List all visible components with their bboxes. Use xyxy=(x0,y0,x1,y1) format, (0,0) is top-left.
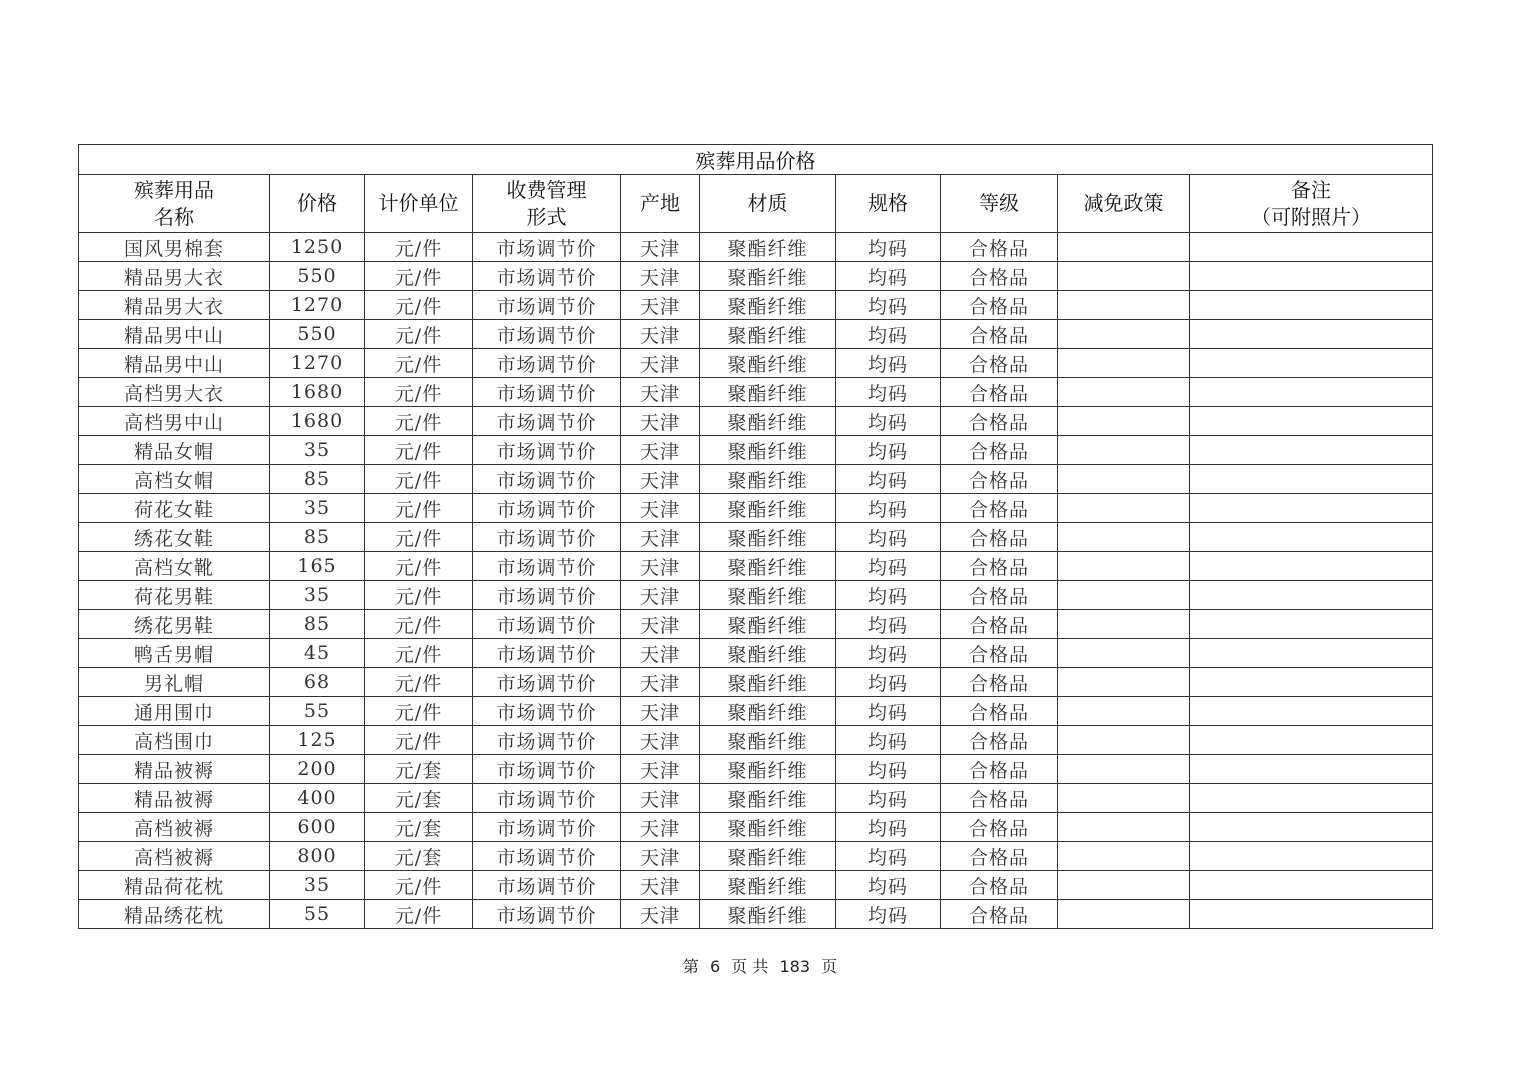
table-cell: 天津 xyxy=(621,262,700,291)
table-cell: 合格品 xyxy=(941,639,1058,668)
table-cell: 125 xyxy=(270,726,365,755)
table-cell: 聚酯纤维 xyxy=(700,436,836,465)
table-cell: 市场调节价 xyxy=(473,813,621,842)
table-cell: 元/件 xyxy=(365,610,473,639)
table-cell: 聚酯纤维 xyxy=(700,813,836,842)
table-cell: 聚酯纤维 xyxy=(700,465,836,494)
table-cell: 市场调节价 xyxy=(473,639,621,668)
table-cell xyxy=(1190,813,1433,842)
table-cell: 合格品 xyxy=(941,871,1058,900)
table-cell: 合格品 xyxy=(941,233,1058,262)
table-cell: 元/件 xyxy=(365,639,473,668)
table-cell: 聚酯纤维 xyxy=(700,726,836,755)
table-cell: 聚酯纤维 xyxy=(700,639,836,668)
table-cell xyxy=(1190,378,1433,407)
table-cell xyxy=(1190,465,1433,494)
table-cell xyxy=(1190,900,1433,929)
table-cell: 精品被褥 xyxy=(79,784,270,813)
table-cell: 天津 xyxy=(621,668,700,697)
table-cell: 1270 xyxy=(270,349,365,378)
table-cell xyxy=(1058,291,1190,320)
table-cell: 市场调节价 xyxy=(473,784,621,813)
table-cell: 聚酯纤维 xyxy=(700,291,836,320)
table-row xyxy=(79,233,1433,262)
table-row xyxy=(79,668,1433,697)
table-cell: 合格品 xyxy=(941,842,1058,871)
table-cell: 聚酯纤维 xyxy=(700,842,836,871)
table-cell xyxy=(1058,378,1190,407)
table-cell: 1270 xyxy=(270,291,365,320)
table-cell: 元/套 xyxy=(365,842,473,871)
table-cell: 精品男大衣 xyxy=(79,291,270,320)
table-cell: 合格品 xyxy=(941,320,1058,349)
table-cell: 聚酯纤维 xyxy=(700,233,836,262)
table-cell: 合格品 xyxy=(941,349,1058,378)
table-cell: 天津 xyxy=(621,842,700,871)
column-header: 备注 （可附照片） xyxy=(1190,175,1433,233)
table-cell xyxy=(1058,349,1190,378)
table-row xyxy=(79,697,1433,726)
table-cell xyxy=(1058,494,1190,523)
table-cell: 市场调节价 xyxy=(473,291,621,320)
footer-suffix: 页 xyxy=(821,957,838,976)
table-cell: 天津 xyxy=(621,581,700,610)
table-cell: 合格品 xyxy=(941,494,1058,523)
table-row xyxy=(79,581,1433,610)
table-cell xyxy=(1190,436,1433,465)
table-row xyxy=(79,610,1433,639)
table-cell xyxy=(1058,726,1190,755)
table-cell: 合格品 xyxy=(941,813,1058,842)
table-cell: 合格品 xyxy=(941,668,1058,697)
table-cell: 天津 xyxy=(621,494,700,523)
table-cell: 元/件 xyxy=(365,581,473,610)
table-cell: 天津 xyxy=(621,900,700,929)
column-header: 等级 xyxy=(941,175,1058,233)
table-cell xyxy=(1058,465,1190,494)
table-cell: 元/件 xyxy=(365,262,473,291)
table-cell xyxy=(1058,552,1190,581)
table-cell: 市场调节价 xyxy=(473,842,621,871)
table-cell: 均码 xyxy=(836,320,941,349)
table-cell: 合格品 xyxy=(941,291,1058,320)
table-cell: 精品被褥 xyxy=(79,755,270,784)
table-cell xyxy=(1058,523,1190,552)
table-cell: 市场调节价 xyxy=(473,378,621,407)
table-cell: 合格品 xyxy=(941,407,1058,436)
table-cell: 元/件 xyxy=(365,436,473,465)
table-cell: 元/件 xyxy=(365,349,473,378)
table-cell: 市场调节价 xyxy=(473,523,621,552)
table-cell: 天津 xyxy=(621,320,700,349)
table-cell: 元/套 xyxy=(365,784,473,813)
table-cell xyxy=(1058,581,1190,610)
table-cell xyxy=(1190,871,1433,900)
table-cell xyxy=(1058,233,1190,262)
column-header: 材质 xyxy=(700,175,836,233)
table-cell: 市场调节价 xyxy=(473,726,621,755)
table-cell xyxy=(1058,639,1190,668)
table-cell: 均码 xyxy=(836,349,941,378)
table-row xyxy=(79,784,1433,813)
table-cell xyxy=(1058,871,1190,900)
table-cell: 600 xyxy=(270,813,365,842)
table-cell: 68 xyxy=(270,668,365,697)
table-cell: 1680 xyxy=(270,378,365,407)
table-row xyxy=(79,378,1433,407)
table-cell: 聚酯纤维 xyxy=(700,610,836,639)
table-row xyxy=(79,291,1433,320)
table-cell: 市场调节价 xyxy=(473,668,621,697)
table-cell: 聚酯纤维 xyxy=(700,697,836,726)
table-cell: 聚酯纤维 xyxy=(700,900,836,929)
table-row xyxy=(79,871,1433,900)
table-cell: 均码 xyxy=(836,552,941,581)
table-cell xyxy=(1058,842,1190,871)
table-cell xyxy=(1190,784,1433,813)
table-cell: 元/件 xyxy=(365,523,473,552)
table-cell: 天津 xyxy=(621,697,700,726)
table-row xyxy=(79,639,1433,668)
table-row xyxy=(79,262,1433,291)
column-header: 规格 xyxy=(836,175,941,233)
table-title: 殡葬用品价格 xyxy=(79,145,1433,175)
table-cell: 天津 xyxy=(621,784,700,813)
table-cell: 天津 xyxy=(621,378,700,407)
table-cell xyxy=(1058,784,1190,813)
table-cell: 聚酯纤维 xyxy=(700,262,836,291)
table-cell: 均码 xyxy=(836,436,941,465)
table-cell: 元/件 xyxy=(365,378,473,407)
table-cell xyxy=(1190,581,1433,610)
table-cell: 均码 xyxy=(836,523,941,552)
table-cell: 天津 xyxy=(621,436,700,465)
column-header: 计价单位 xyxy=(365,175,473,233)
table-cell: 35 xyxy=(270,494,365,523)
table-cell: 合格品 xyxy=(941,900,1058,929)
table-cell xyxy=(1190,755,1433,784)
table-cell: 市场调节价 xyxy=(473,900,621,929)
table-cell: 35 xyxy=(270,436,365,465)
table-cell: 精品男中山 xyxy=(79,349,270,378)
table-cell: 高档围巾 xyxy=(79,726,270,755)
table-cell: 元/件 xyxy=(365,320,473,349)
table-cell: 天津 xyxy=(621,639,700,668)
column-header: 殡葬用品 名称 xyxy=(79,175,270,233)
table-cell xyxy=(1190,262,1433,291)
footer-prefix: 第 xyxy=(682,957,699,976)
table-cell: 高档男中山 xyxy=(79,407,270,436)
table-cell: 均码 xyxy=(836,233,941,262)
table-cell: 合格品 xyxy=(941,581,1058,610)
table-cell: 均码 xyxy=(836,813,941,842)
table-cell: 合格品 xyxy=(941,726,1058,755)
table-cell: 1680 xyxy=(270,407,365,436)
table-cell: 均码 xyxy=(836,494,941,523)
table-cell: 市场调节价 xyxy=(473,755,621,784)
column-header: 收费管理 形式 xyxy=(473,175,621,233)
table-cell: 聚酯纤维 xyxy=(700,668,836,697)
table-cell: 均码 xyxy=(836,581,941,610)
table-cell: 合格品 xyxy=(941,697,1058,726)
table-cell: 市场调节价 xyxy=(473,436,621,465)
table-cell: 精品男大衣 xyxy=(79,262,270,291)
table-cell: 荷花女鞋 xyxy=(79,494,270,523)
table-cell: 元/件 xyxy=(365,494,473,523)
table-cell: 均码 xyxy=(836,755,941,784)
table-cell: 市场调节价 xyxy=(473,320,621,349)
table-row xyxy=(79,320,1433,349)
table-cell: 市场调节价 xyxy=(473,407,621,436)
table-cell: 均码 xyxy=(836,726,941,755)
table-cell: 均码 xyxy=(836,407,941,436)
table-cell xyxy=(1058,407,1190,436)
table-cell: 55 xyxy=(270,900,365,929)
table-cell: 800 xyxy=(270,842,365,871)
table-cell: 合格品 xyxy=(941,436,1058,465)
table-cell: 均码 xyxy=(836,465,941,494)
table-cell: 合格品 xyxy=(941,784,1058,813)
table-cell xyxy=(1190,233,1433,262)
table-cell: 聚酯纤维 xyxy=(700,784,836,813)
table-cell: 550 xyxy=(270,262,365,291)
table-cell: 聚酯纤维 xyxy=(700,581,836,610)
table-cell: 元/件 xyxy=(365,465,473,494)
table-cell xyxy=(1190,552,1433,581)
table-cell: 均码 xyxy=(836,639,941,668)
table-cell: 男礼帽 xyxy=(79,668,270,697)
table-cell: 高档女靴 xyxy=(79,552,270,581)
table-cell: 天津 xyxy=(621,871,700,900)
table-body xyxy=(79,233,1433,929)
table-row xyxy=(79,436,1433,465)
table-cell xyxy=(1190,668,1433,697)
table-cell: 元/套 xyxy=(365,813,473,842)
table-cell: 元/件 xyxy=(365,291,473,320)
table-cell: 国风男棉套 xyxy=(79,233,270,262)
table-cell: 165 xyxy=(270,552,365,581)
price-table xyxy=(78,144,1433,929)
table-cell: 元/件 xyxy=(365,697,473,726)
table-cell: 聚酯纤维 xyxy=(700,523,836,552)
table-row xyxy=(79,900,1433,929)
table-cell: 高档被褥 xyxy=(79,813,270,842)
table-row xyxy=(79,465,1433,494)
table-row xyxy=(79,523,1433,552)
table-cell: 聚酯纤维 xyxy=(700,349,836,378)
table-row xyxy=(79,494,1433,523)
table-cell: 均码 xyxy=(836,784,941,813)
table-cell xyxy=(1058,755,1190,784)
table-cell xyxy=(1190,697,1433,726)
table-cell xyxy=(1190,320,1433,349)
table-cell xyxy=(1058,262,1190,291)
footer-total-pages: 183 xyxy=(779,957,810,976)
table-cell: 合格品 xyxy=(941,610,1058,639)
table-cell: 聚酯纤维 xyxy=(700,378,836,407)
table-cell: 85 xyxy=(270,610,365,639)
table-cell: 天津 xyxy=(621,407,700,436)
table-cell: 天津 xyxy=(621,610,700,639)
table-cell xyxy=(1190,842,1433,871)
table-row xyxy=(79,349,1433,378)
footer-page-number: 6 xyxy=(709,957,721,976)
table-cell: 聚酯纤维 xyxy=(700,320,836,349)
table-cell: 市场调节价 xyxy=(473,581,621,610)
table-cell xyxy=(1058,813,1190,842)
table-cell: 天津 xyxy=(621,726,700,755)
column-header: 价格 xyxy=(270,175,365,233)
table-cell: 高档被褥 xyxy=(79,842,270,871)
table-cell: 天津 xyxy=(621,813,700,842)
table-cell: 400 xyxy=(270,784,365,813)
table-cell: 均码 xyxy=(836,900,941,929)
page-footer xyxy=(0,954,1520,977)
table-cell: 均码 xyxy=(836,610,941,639)
table-cell: 市场调节价 xyxy=(473,233,621,262)
table-cell xyxy=(1058,697,1190,726)
table-cell: 550 xyxy=(270,320,365,349)
table-cell: 聚酯纤维 xyxy=(700,407,836,436)
table-cell: 均码 xyxy=(836,668,941,697)
table-cell: 天津 xyxy=(621,291,700,320)
table-cell: 天津 xyxy=(621,552,700,581)
table-cell xyxy=(1190,639,1433,668)
table-row xyxy=(79,813,1433,842)
table-cell: 合格品 xyxy=(941,378,1058,407)
table-cell xyxy=(1058,610,1190,639)
table-cell xyxy=(1190,407,1433,436)
table-cell xyxy=(1190,291,1433,320)
table-row xyxy=(79,842,1433,871)
table-cell: 市场调节价 xyxy=(473,465,621,494)
column-header: 减免政策 xyxy=(1058,175,1190,233)
table-cell: 市场调节价 xyxy=(473,610,621,639)
table-cell xyxy=(1058,900,1190,929)
table-cell: 元/件 xyxy=(365,407,473,436)
table-cell: 聚酯纤维 xyxy=(700,871,836,900)
table-cell: 鸭舌男帽 xyxy=(79,639,270,668)
table-cell: 35 xyxy=(270,581,365,610)
table-cell: 聚酯纤维 xyxy=(700,552,836,581)
table-cell xyxy=(1190,726,1433,755)
table-cell: 市场调节价 xyxy=(473,871,621,900)
table-cell xyxy=(1190,494,1433,523)
table-cell xyxy=(1190,610,1433,639)
table-cell: 元/套 xyxy=(365,755,473,784)
table-cell xyxy=(1190,523,1433,552)
table-row xyxy=(79,407,1433,436)
table-cell: 合格品 xyxy=(941,755,1058,784)
table-cell: 元/件 xyxy=(365,900,473,929)
table-cell: 均码 xyxy=(836,378,941,407)
table-cell: 85 xyxy=(270,465,365,494)
table-row xyxy=(79,726,1433,755)
table-cell: 天津 xyxy=(621,233,700,262)
table-cell: 均码 xyxy=(836,871,941,900)
table-cell: 市场调节价 xyxy=(473,494,621,523)
table-cell: 高档男大衣 xyxy=(79,378,270,407)
column-header: 产地 xyxy=(621,175,700,233)
table-cell: 高档女帽 xyxy=(79,465,270,494)
table-cell: 均码 xyxy=(836,291,941,320)
table-cell: 元/件 xyxy=(365,726,473,755)
table-cell: 元/件 xyxy=(365,668,473,697)
table-cell: 合格品 xyxy=(941,465,1058,494)
table-cell: 精品荷花枕 xyxy=(79,871,270,900)
table-cell: 35 xyxy=(270,871,365,900)
table-cell: 元/件 xyxy=(365,552,473,581)
table-cell: 均码 xyxy=(836,842,941,871)
table-cell xyxy=(1190,349,1433,378)
table-cell: 均码 xyxy=(836,262,941,291)
table-cell: 天津 xyxy=(621,755,700,784)
footer-middle: 页 共 xyxy=(731,957,769,976)
table-cell: 精品绣花枕 xyxy=(79,900,270,929)
table-cell: 天津 xyxy=(621,465,700,494)
table-cell: 合格品 xyxy=(941,523,1058,552)
table-cell: 200 xyxy=(270,755,365,784)
table-row xyxy=(79,552,1433,581)
table-cell: 绣花男鞋 xyxy=(79,610,270,639)
table-cell xyxy=(1058,320,1190,349)
table-cell: 绣花女鞋 xyxy=(79,523,270,552)
table-cell: 1250 xyxy=(270,233,365,262)
table-cell: 天津 xyxy=(621,523,700,552)
table-cell: 精品女帽 xyxy=(79,436,270,465)
price-table-container xyxy=(78,144,1432,929)
table-cell: 45 xyxy=(270,639,365,668)
table-header-row xyxy=(79,175,1433,233)
table-cell xyxy=(1058,668,1190,697)
table-row xyxy=(79,755,1433,784)
table-cell: 市场调节价 xyxy=(473,262,621,291)
table-cell: 均码 xyxy=(836,697,941,726)
table-cell: 荷花男鞋 xyxy=(79,581,270,610)
table-cell: 市场调节价 xyxy=(473,552,621,581)
table-cell: 合格品 xyxy=(941,262,1058,291)
table-cell: 聚酯纤维 xyxy=(700,494,836,523)
table-cell: 85 xyxy=(270,523,365,552)
table-cell: 55 xyxy=(270,697,365,726)
table-cell: 元/件 xyxy=(365,233,473,262)
table-cell: 元/件 xyxy=(365,871,473,900)
table-cell: 合格品 xyxy=(941,552,1058,581)
table-cell: 天津 xyxy=(621,349,700,378)
table-title-row xyxy=(79,145,1433,175)
table-cell: 精品男中山 xyxy=(79,320,270,349)
table-cell: 聚酯纤维 xyxy=(700,755,836,784)
table-cell xyxy=(1058,436,1190,465)
table-cell: 市场调节价 xyxy=(473,349,621,378)
table-cell: 通用围巾 xyxy=(79,697,270,726)
table-cell: 市场调节价 xyxy=(473,697,621,726)
